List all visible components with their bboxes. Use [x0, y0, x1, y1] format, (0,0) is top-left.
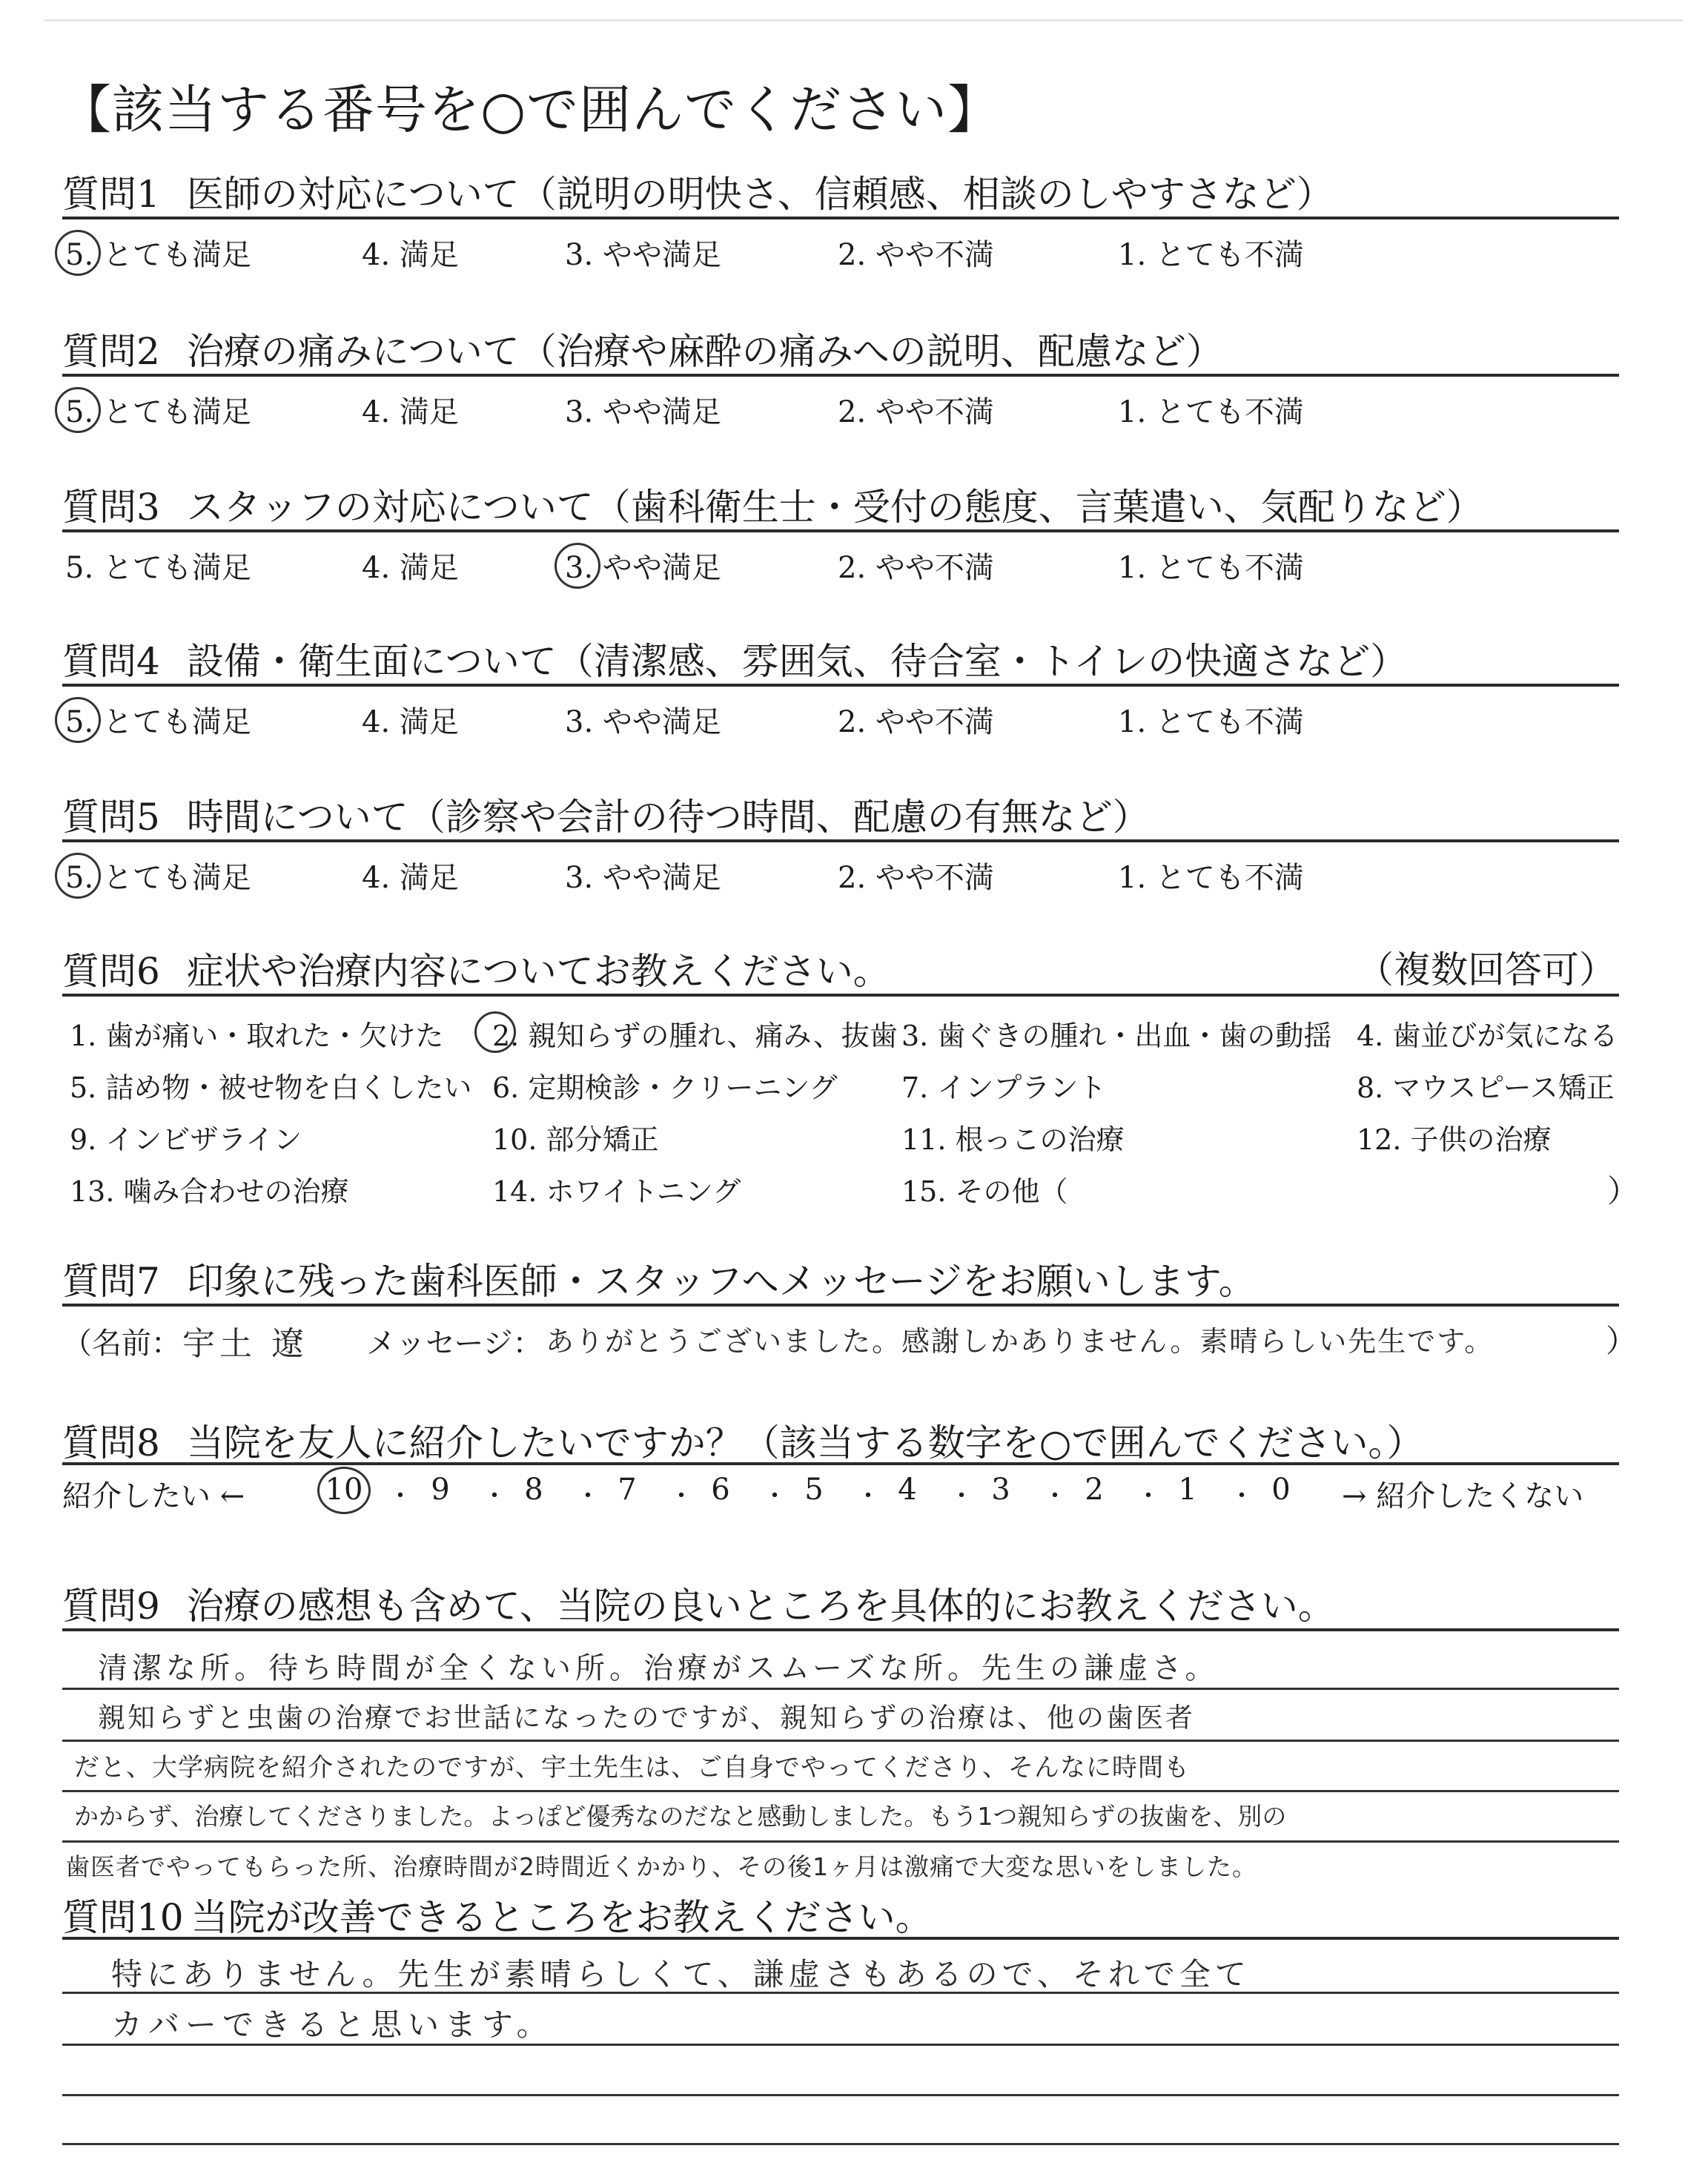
q4-option-2[interactable]: 2. やや不満 — [838, 705, 994, 739]
q4-answer-circle — [55, 697, 101, 743]
symptom-10[interactable]: 10. 部分矯正 — [492, 1123, 659, 1156]
q1-option-3[interactable]: 3. やや満足 — [565, 238, 721, 272]
scale-9[interactable]: 9 — [431, 1473, 450, 1507]
q10-answer-line: カバーできると思います。 — [111, 2007, 554, 2043]
scale-separator: ・ — [388, 1482, 413, 1511]
q4-option-1[interactable]: 1. とても不満 — [1118, 705, 1304, 739]
symptom-11[interactable]: 11. 根っこの治療 — [901, 1123, 1125, 1156]
question-6-rule — [62, 994, 1619, 997]
q3-option-1[interactable]: 1. とても不満 — [1118, 551, 1304, 585]
question-2-number: 質問2 — [62, 330, 160, 373]
question-2-title — [62, 322, 1223, 375]
q1-answer-circle — [55, 230, 101, 276]
question-3-text: スタッフの対応について（歯科衛生士・受付の態度、言葉遣い、気配りなど） — [186, 486, 1483, 529]
q3-option-3[interactable]: 3. やや満足 — [565, 551, 721, 585]
question-7-title — [62, 1252, 1256, 1305]
question-1-text: 医師の対応について（説明の明快さ、信頼感、相談のしやすさなど） — [186, 173, 1334, 216]
question-8-number: 質問8 — [62, 1421, 160, 1464]
question-9-number: 質問9 — [62, 1585, 160, 1628]
top-border — [44, 19, 1683, 22]
q3-option-4[interactable]: 4. 満足 — [362, 551, 459, 585]
symptom-5[interactable]: 5. 詰め物・被せ物を白くしたい — [70, 1071, 472, 1104]
question-1-title — [62, 165, 1334, 218]
question-2-text: 治療の痛みについて（治療や麻酔の痛みへの説明、配慮など） — [186, 330, 1223, 373]
question-8-title — [62, 1413, 1423, 1467]
q2-option-5[interactable]: 5. とても満足 — [65, 395, 251, 429]
scale-7[interactable]: 7 — [618, 1473, 637, 1507]
q3-answer-circle — [555, 543, 600, 589]
scale-4[interactable]: 4 — [898, 1473, 917, 1507]
question-9-text: 治療の感想も含めて、当院の良いところを具体的にお教えください。 — [186, 1585, 1335, 1628]
question-6-title — [62, 942, 890, 995]
message-label: メッセージ： — [366, 1327, 543, 1361]
question-7-text: 印象に残った歯科医師・スタッフへメッセージをお願いします。 — [186, 1260, 1256, 1303]
question-3-number: 質問3 — [62, 486, 160, 529]
symptom-15[interactable]: 15. その他（ — [901, 1175, 1068, 1208]
scale-separator: ・ — [949, 1482, 974, 1511]
symptom-3[interactable]: 3. 歯ぐきの腫れ・出血・歯の動揺 — [901, 1020, 1332, 1052]
multiple-answers-hint: （複数回答可） — [1357, 948, 1616, 991]
q9-writing-line — [62, 1688, 1619, 1690]
scale-separator: ・ — [669, 1482, 694, 1511]
recommend-right-label: → 紹介したくない — [1342, 1479, 1584, 1513]
symptom-4[interactable]: 4. 歯並びが気になる — [1357, 1020, 1618, 1052]
question-5-text: 時間について（診察や会計の待つ時間、配慮の有無など） — [186, 796, 1150, 839]
q2-option-2[interactable]: 2. やや不満 — [838, 395, 994, 429]
q5-option-1[interactable]: 1. とても不満 — [1118, 861, 1304, 895]
symptom-9[interactable]: 9. インビザライン — [70, 1123, 302, 1156]
question-7-number: 質問7 — [62, 1260, 160, 1303]
q9-answer-line: かからず、治療してくださりました。よっぽど優秀なのだなと感動しました。もう1つ親知らずの抜歯を、別の — [74, 1802, 1287, 1831]
name-label: （名前： — [62, 1327, 181, 1361]
scale-separator: ・ — [1229, 1482, 1254, 1511]
scale-separator: ・ — [1042, 1482, 1068, 1511]
q10-writing-line — [62, 2143, 1619, 2145]
scale-8[interactable]: 8 — [524, 1473, 543, 1507]
question-2-rule — [62, 374, 1619, 377]
symptom-6[interactable]: 6. 定期検診・クリーニング — [492, 1071, 838, 1104]
symptom-2[interactable]: 2. 親知らずの腫れ、痛み、抜歯 — [492, 1020, 898, 1052]
q3-option-2[interactable]: 2. やや不満 — [838, 551, 994, 585]
question-6-number: 質問6 — [62, 950, 160, 993]
scale-separator: ・ — [1136, 1482, 1161, 1511]
symptom-14[interactable]: 14. ホワイトニング — [492, 1175, 741, 1208]
name-value[interactable]: 宇土 遼 — [182, 1325, 308, 1363]
q9-answer-line: 親知らずと虫歯の治療でお世話になったのですが、親知らずの治療は、他の歯医者 — [98, 1702, 1195, 1734]
scale-separator: ・ — [575, 1482, 600, 1511]
symptom-8[interactable]: 8. マウスピース矯正 — [1357, 1071, 1615, 1104]
symptom-1[interactable]: 1. 歯が痛い・取れた・欠けた — [70, 1020, 444, 1052]
question-7-rule — [62, 1304, 1619, 1307]
q6-answer-circle — [474, 1011, 516, 1053]
q9-writing-line — [62, 1740, 1619, 1742]
q9-writing-line — [62, 1790, 1619, 1792]
q1-option-1[interactable]: 1. とても不満 — [1118, 238, 1304, 272]
question-10-number: 質問10 — [62, 1896, 184, 1939]
q5-answer-circle — [55, 853, 101, 899]
scale-10[interactable]: 10 — [325, 1473, 363, 1507]
q1-option-4[interactable]: 4. 満足 — [362, 238, 459, 272]
question-3-title — [62, 478, 1483, 531]
q5-option-3[interactable]: 3. やや満足 — [565, 861, 721, 895]
q9-answer-line: だと、大学病院を紹介されたのですが、宇土先生は、ご自身でやってくださり、そんなに時間も — [74, 1753, 1190, 1783]
message-value[interactable]: ありがとうございました。感謝しかありません。素晴らしい先生です。 — [546, 1325, 1494, 1358]
q4-option-5[interactable]: 5. とても満足 — [65, 705, 251, 739]
symptom-7[interactable]: 7. インプラント — [901, 1071, 1107, 1104]
symptom-12[interactable]: 12. 子供の治療 — [1357, 1123, 1552, 1156]
q2-option-4[interactable]: 4. 満足 — [362, 395, 459, 429]
q1-option-2[interactable]: 2. やや不満 — [838, 238, 994, 272]
form-heading: 【該当する番号を○で囲んでください】 — [59, 79, 1001, 140]
question-4-number: 質問4 — [62, 640, 160, 683]
q10-answer-line: 特にありません。先生が素晴らしくて、謙虚さもあるので、それで全て — [111, 1956, 1251, 1992]
q1-option-5[interactable]: 5. とても満足 — [65, 238, 251, 272]
q10-writing-line — [62, 1992, 1619, 1994]
scale-separator: ・ — [855, 1482, 881, 1511]
question-3-rule — [62, 529, 1619, 532]
q5-option-5[interactable]: 5. とても満足 — [65, 861, 251, 895]
scale-separator: ・ — [482, 1482, 507, 1511]
question-5-rule — [62, 839, 1619, 842]
q5-option-2[interactable]: 2. やや不満 — [838, 861, 994, 895]
q2-option-1[interactable]: 1. とても不満 — [1118, 395, 1304, 429]
question-1-number: 質問1 — [62, 173, 160, 216]
question-4-rule — [62, 684, 1619, 687]
q5-option-4[interactable]: 4. 満足 — [362, 861, 459, 895]
q9-answer-line: 清潔な所。待ち時間が全くない所。治療がスムーズな所。先生の謙虚さ。 — [98, 1651, 1219, 1685]
question-10-rule — [62, 1937, 1619, 1940]
question-9-rule — [62, 1628, 1619, 1631]
recommend-left-label: 紹介したい ← — [62, 1479, 245, 1513]
q2-answer-circle — [55, 387, 101, 433]
symptom-13[interactable]: 13. 噛み合わせの治療 — [70, 1175, 349, 1208]
scale-1[interactable]: 1 — [1178, 1473, 1197, 1507]
question-1-rule — [62, 217, 1619, 219]
q3-option-5[interactable]: 5. とても満足 — [65, 551, 251, 585]
scale-0[interactable]: 0 — [1271, 1473, 1291, 1507]
message-close: ） — [1606, 1323, 1638, 1359]
question-5-title — [62, 787, 1150, 841]
question-8-text: 当院を友人に紹介したいですか？（該当する数字を○で囲んでください。） — [186, 1421, 1424, 1464]
question-4-text: 設備・衛生面について（清潔感、雰囲気、待合室・トイレの快適さなど） — [186, 640, 1408, 683]
scale-3[interactable]: 3 — [991, 1473, 1010, 1507]
q8-answer-circle — [317, 1467, 371, 1514]
scale-6[interactable]: 6 — [711, 1473, 730, 1507]
question-10-title — [62, 1888, 933, 1941]
q10-writing-line — [62, 2094, 1619, 2096]
question-8-rule — [62, 1462, 1619, 1465]
q9-answer-line: 歯医者でやってもらった所、治療時間が2時間近くかかり、その後1ヶ月は激痛で大変な思いをしました。 — [65, 1852, 1257, 1881]
question-9-title — [62, 1576, 1335, 1630]
q9-writing-line — [62, 1840, 1619, 1843]
scale-2[interactable]: 2 — [1085, 1473, 1104, 1507]
question-5-number: 質問5 — [62, 796, 160, 839]
q2-option-3[interactable]: 3. やや満足 — [565, 395, 721, 429]
symptom-15-close: ） — [1607, 1173, 1639, 1209]
q4-option-4[interactable]: 4. 満足 — [362, 705, 459, 739]
scale-separator: ・ — [762, 1482, 787, 1511]
scale-5[interactable]: 5 — [804, 1473, 824, 1507]
q10-writing-line — [62, 2044, 1619, 2046]
question-10-text: 当院が改善できるところをお教えください。 — [191, 1896, 933, 1939]
question-4-title — [62, 632, 1407, 685]
q4-option-3[interactable]: 3. やや満足 — [565, 705, 721, 739]
question-6-text: 症状や治療内容についてお教えください。 — [186, 950, 890, 993]
